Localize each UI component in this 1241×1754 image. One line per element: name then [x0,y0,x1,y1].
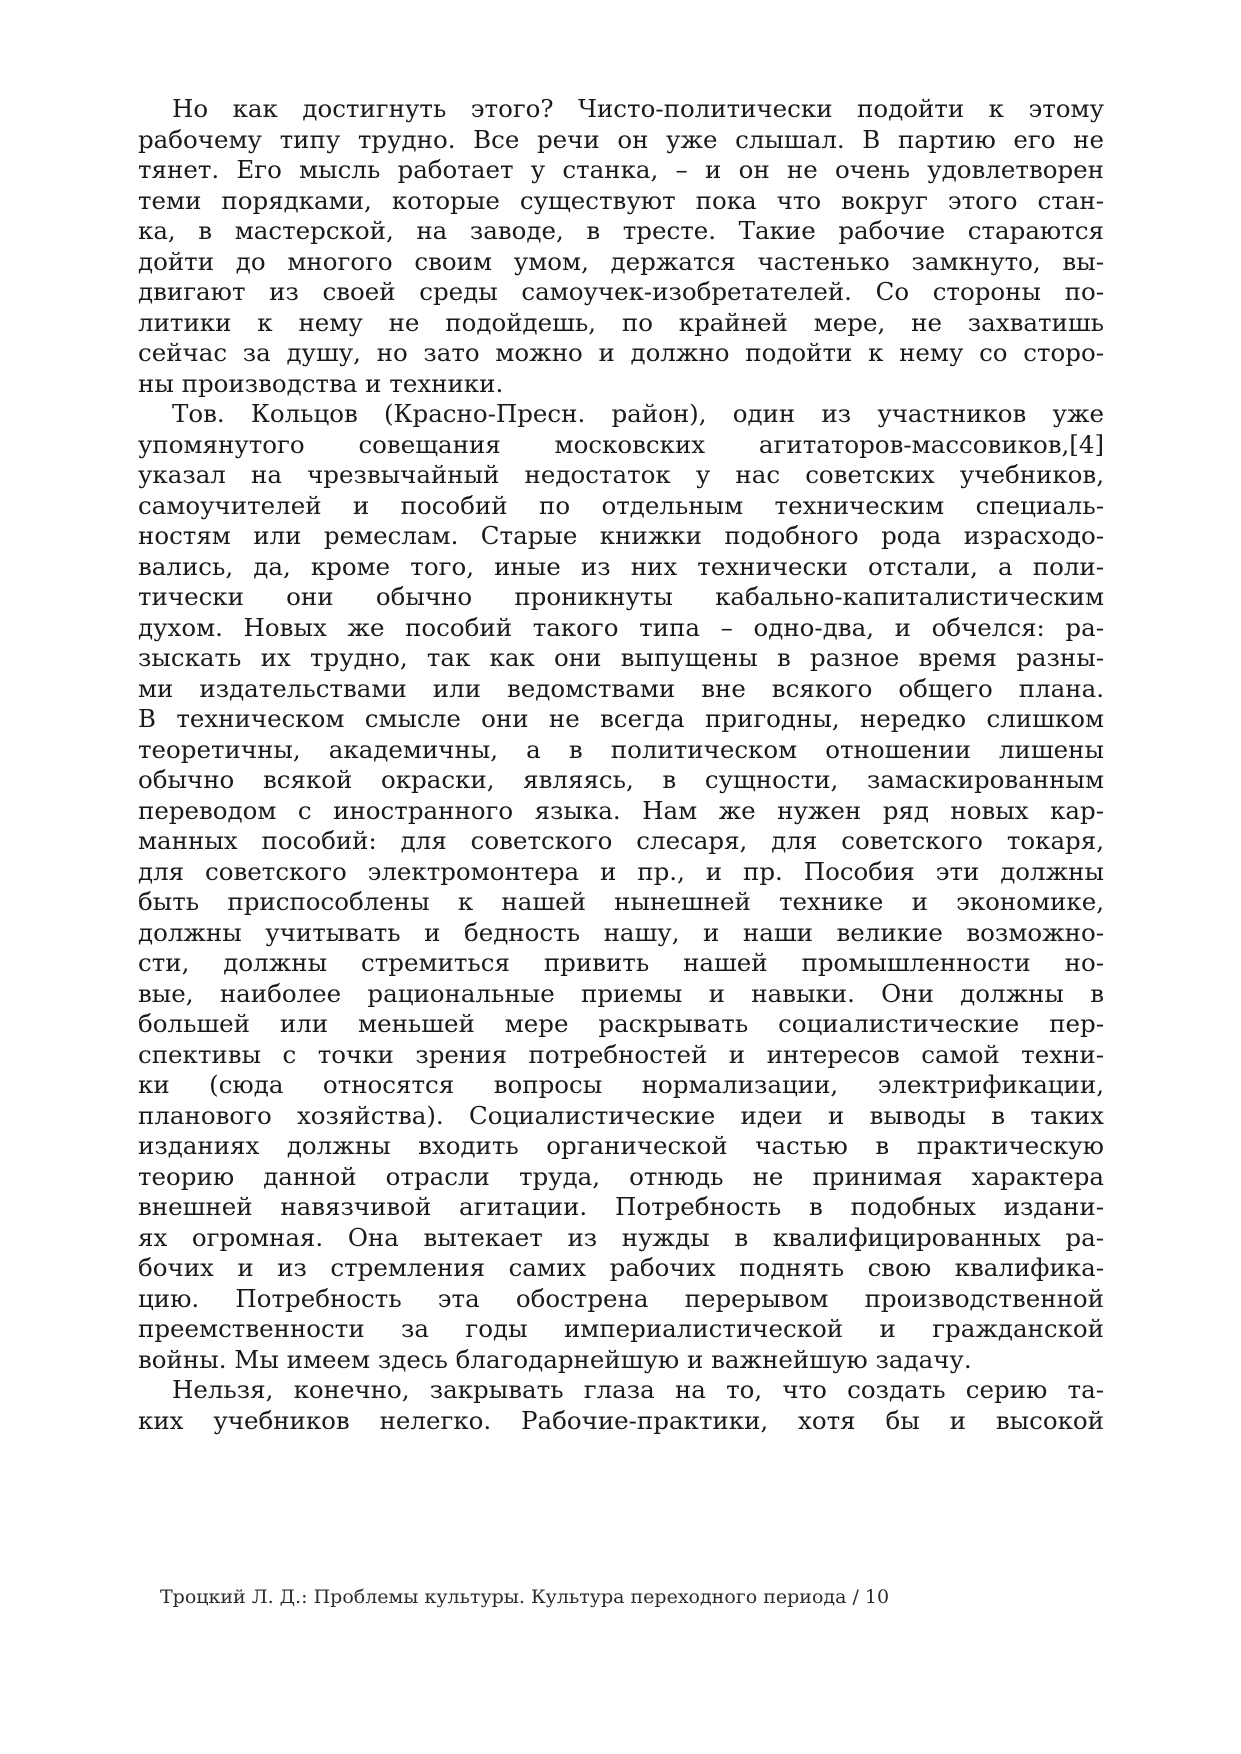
text-line: теорию данной отрасли труда, отнюдь не принимая характера [138,1161,1104,1191]
text-line: переводом с иностранного языка. Нам же нужен ряд новых кар- [138,795,1104,825]
text-line: Тов. Кольцов (Красно-Пресн. район), один из участников уже [172,399,1104,428]
text-line: дойти до многого своим умом, держатся частенько замкнуто, вы- [138,246,1104,276]
text-line: ях огромная. Она вытекает из нужды в квалифицированных ра- [138,1222,1104,1252]
text-line: Но как достигнуть этого? Чисто-политически подойти к этому [172,94,1104,123]
text-line: ки (сюда относятся вопросы нормализации, электрификации, [138,1070,1104,1099]
text-line: тически они обычно проникнуты кабально-капиталистическим [138,582,1104,611]
text-line: бочих и из стремления самих рабочих поднять свою квалифика- [138,1253,1104,1282]
text-line: для советского электромонтера и пр., и пр. Пособия эти должны [138,856,1104,886]
text-line: ка, в мастерской, на заводе, в тресте. Такие рабочие стараются [138,216,1104,245]
page-footer: Троцкий Л. Д.: Проблемы культуры. Культура переходного периода / 10 [160,1586,890,1608]
text-line: спективы с точки зрения потребностей и интересов самой техни- [138,1039,1104,1069]
text-line: двигают из своей среды самоучек-изобретателей. Со стороны по- [138,277,1104,306]
text-line: сти, должны стремиться привить нашей промышленности но- [138,948,1104,977]
text-line: преемственности за годы империалистической и гражданской [138,1314,1104,1343]
text-line: теми порядками, которые существуют пока что вокруг этого стан- [138,185,1104,215]
body-text [138,94,1104,1436]
text-line: духом. Новых же пособий такого типа – одно-два, и обчелся: ра- [138,612,1104,642]
text-line: Нельзя, конечно, закрывать глаза на то, что создать серию та- [172,1375,1104,1404]
text-line: ких учебников нелегко. Рабочие-практики, хотя бы и высокой [138,1405,1104,1435]
text-line: планового хозяйства). Социалистические идеи и выводы в таких [138,1100,1104,1130]
text-line: ми издательствами или ведомствами вне всякого общего плана. [138,673,1104,703]
paragraph [138,1375,1104,1436]
text-line: вались, да, кроме того, иные из них технически отстали, а поли- [138,551,1104,581]
text-line: войны. Мы имеем здесь благодарнейшую и важнейшую задачу. [138,1344,972,1374]
text-line: сейчас за душу, но зато можно и должно подойти к нему со сторо- [138,338,1104,367]
text-line: тянет. Его мысль работает у станка, – и он не очень удовлетворен [138,155,1104,184]
text-line: быть приспособлены к нашей нынешней технике и экономике, [138,887,1104,916]
text-line: ностям или ремеслам. Старые книжки подобного рода израсходо- [138,521,1104,550]
text-line: внешней навязчивой агитации. Потребность в подобных издани- [138,1192,1104,1221]
text-line: обычно всякой окраски, являясь, в сущности, замаскированным [138,765,1104,794]
text-line: зыскать их трудно, так как они выпущены в разное время разны- [138,643,1104,672]
text-line: изданиях должны входить органической частью в практическую [138,1131,1104,1160]
text-line: цию. Потребность эта обострена перерывом производственной [138,1283,1104,1313]
text-line: В техническом смысле они не всегда пригодны, нередко слишком [138,704,1104,733]
text-line: должны учитывать и бедность нашу, и наши великие возможно- [138,917,1104,947]
text-line: вые, наиболее рациональные приемы и навыки. Они должны в [138,978,1104,1008]
text-line: манных пособий: для советского слесаря, для советского токаря, [138,826,1104,855]
paragraph [138,399,1104,1375]
text-line: теоретичны, академичны, а в политическом отношении лишены [138,734,1104,764]
paragraph [138,94,1104,399]
text-line: ны производства и техники. [138,368,504,398]
text-line: указал на чрезвычайный недостаток у нас советских учебников, [138,460,1104,489]
text-line: самоучителей и пособий по отдельным техническим специаль- [138,490,1104,520]
text-line: литики к нему не подойдешь, по крайней мере, не захватишь [138,307,1104,337]
text-line: рабочему типу трудно. Все речи он уже слышал. В партию его не [138,124,1104,154]
text-line: упомянутого совещания московских агитаторов-массовиков,[4] [138,429,1104,459]
text-line: большей или меньшей мере раскрывать социалистические пер- [138,1009,1104,1038]
